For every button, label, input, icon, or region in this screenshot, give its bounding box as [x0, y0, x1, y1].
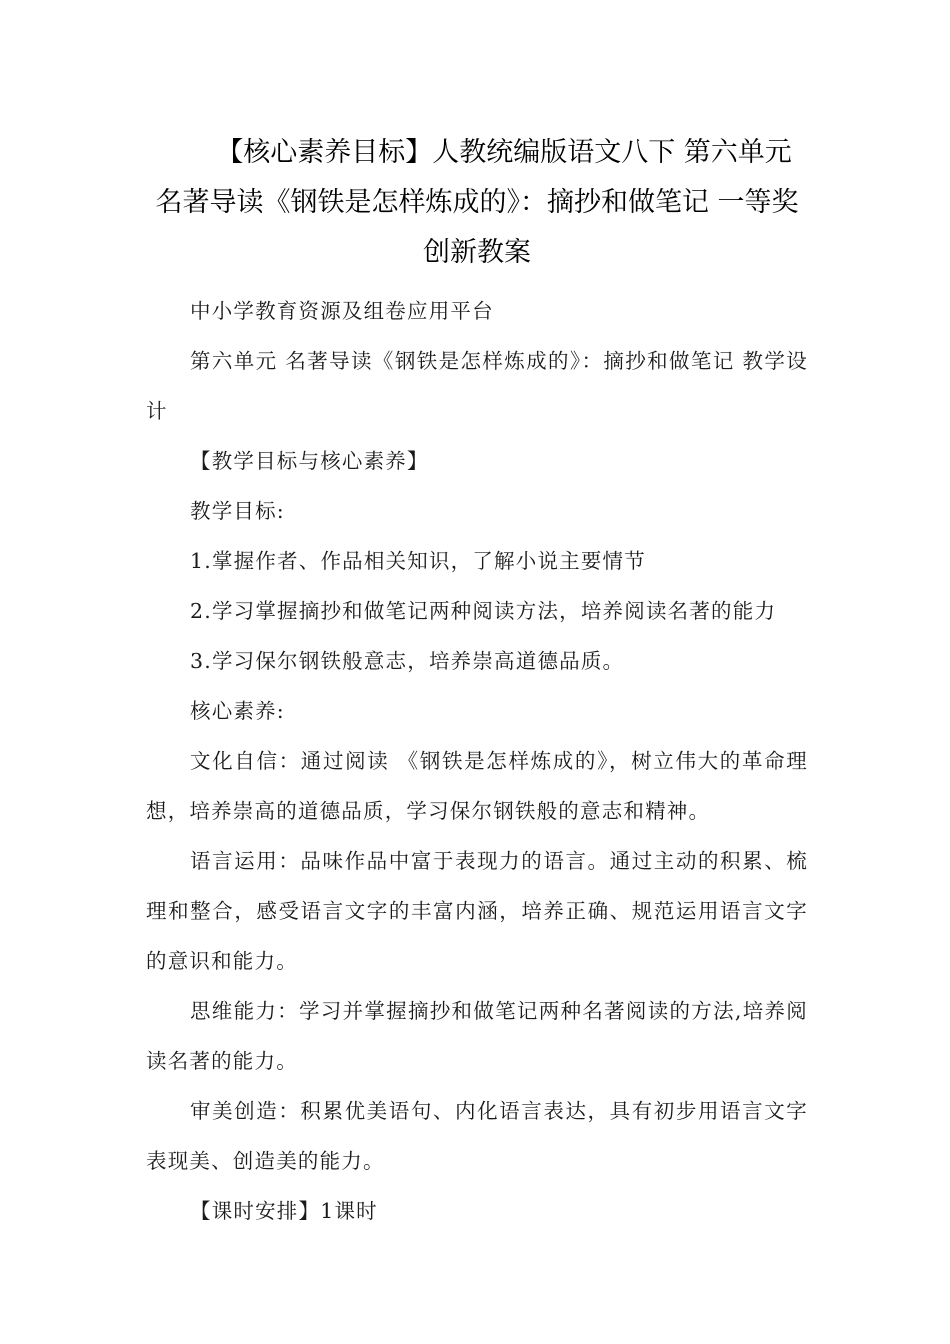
platform-line: 中小学教育资源及组卷应用平台: [190, 299, 494, 323]
core-literacy-label: 核心素养:: [190, 699, 285, 723]
design-title: 第六单元 名著导读《钢铁是怎样炼成的》：摘抄和做笔记 教学设计: [146, 349, 808, 423]
class-hours: 【课时安排】1课时: [190, 1199, 378, 1223]
literacy-language-use: 语言运用：品味作品中富于表现力的语言。通过主动的积累、梳理和整合，感受语言文字的丰富内涵，培养正确、规范运用语言文字的意识和能力。: [146, 849, 808, 973]
literacy-thinking-ability: 思维能力：学习并掌握摘抄和做笔记两种名著阅读的方法,培养阅读名著的能力。: [146, 999, 808, 1073]
goal-item-3: 3.学习保尔钢铁般意志，培养崇高道德品质。: [190, 649, 625, 673]
section-heading-goals: 【教学目标与核心素养】: [190, 449, 429, 473]
goal-item-1: 1.掌握作者、作品相关知识，了解小说主要情节: [190, 549, 646, 573]
goal-item-2: 2.学习掌握摘抄和做笔记两种阅读方法，培养阅读名著的能力: [190, 599, 777, 623]
document-body: [146, 286, 808, 1236]
literacy-aesthetic-creation: 审美创造：积累优美语句、内化语言表达，具有初步用语言文字表现美、创造美的能力。: [146, 1099, 808, 1173]
document-page: [146, 0, 808, 1236]
document-title: 【核心素养目标】人教统编版语文八下 第六单元 名著导读《钢铁是怎样炼成的》：摘抄和做笔记 一等奖创新教案: [155, 137, 799, 268]
teaching-goals-label: 教学目标:: [190, 499, 285, 523]
literacy-cultural-confidence: 文化自信：通过阅读 《钢铁是怎样炼成的》，树立伟大的革命理想，培养崇高的道德品质，学习保尔钢铁般的意志和精神。: [146, 749, 808, 823]
